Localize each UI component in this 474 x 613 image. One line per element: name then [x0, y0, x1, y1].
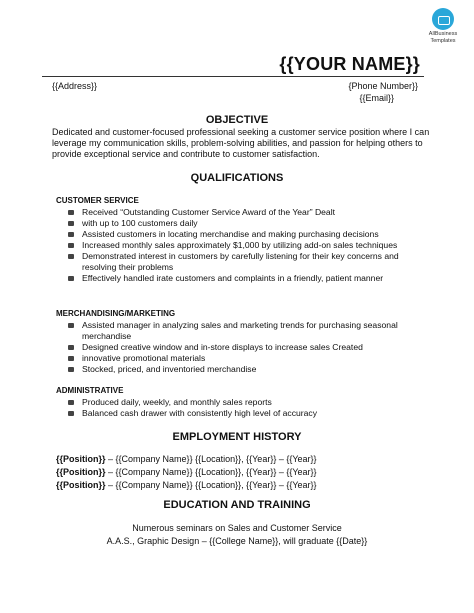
briefcase-icon: [432, 8, 454, 30]
list-item: Received “Outstanding Customer Service Award of the Year” Dealt: [68, 207, 408, 218]
employment-details: – {{Company Name}} {{Location}}, {{Year}} – {{Year}}: [105, 454, 317, 464]
bullet-icon: [68, 356, 74, 361]
bullet-icon: [68, 400, 74, 405]
bullet-icon: [68, 210, 74, 215]
merchandising-list: [68, 320, 408, 375]
list-item: innovative promotional materials: [68, 353, 408, 364]
bullet-icon: [68, 411, 74, 416]
customer-service-list: [68, 207, 408, 284]
bullet-icon: [68, 276, 74, 281]
employment-details: – {{Company Name}} {{Location}}, {{Year}} – {{Year}}: [105, 480, 317, 490]
customer-service-heading: CUSTOMER SERVICE: [56, 196, 139, 205]
employment-details: – {{Company Name}} {{Location}}, {{Year}} – {{Year}}: [105, 467, 317, 477]
list-item: with up to 100 customers daily: [68, 218, 408, 229]
bullet-icon: [68, 345, 74, 350]
employment-list: [56, 453, 317, 492]
merchandising-heading: MERCHANDISING/MARKETING: [56, 309, 176, 318]
list-item: Effectively handled irate customers and complaints in a friendly, patient manner: [68, 273, 408, 284]
header-divider: [42, 76, 424, 77]
administrative-list: [68, 397, 408, 419]
employment-entry: [56, 466, 317, 479]
resume-name: {{YOUR NAME}}: [279, 54, 420, 74]
bullet-icon: [68, 232, 74, 237]
list-item: Stocked, priced, and inventoried merchandise: [68, 364, 408, 375]
bullet-icon: [68, 367, 74, 372]
position: {{Position}}: [56, 480, 106, 490]
list-item: Balanced cash drawer with consistently high level of accuracy: [68, 408, 408, 419]
address: {{Address}}: [52, 81, 98, 91]
allbusiness-logo: [418, 8, 468, 44]
list-item: Produced daily, weekly, and monthly sales reports: [68, 397, 408, 408]
education-line-1: Numerous seminars on Sales and Customer Service: [132, 523, 342, 533]
position: {{Position}}: [56, 467, 106, 477]
qualifications-heading: QUALIFICATIONS: [190, 172, 284, 184]
logo-line1: AllBusiness: [428, 31, 458, 37]
list-item: Assisted manager in analyzing sales and marketing trends for purchasing seasonal merchandise: [68, 320, 408, 342]
objective-text: Dedicated and customer-focused professional seeking a customer service position where I can leverage my communication skills, problem-solving abilities, and passion for helping others to provide exceptional service and contribute to customer satisfaction.: [52, 127, 430, 159]
bullet-icon: [68, 221, 74, 226]
administrative-heading: ADMINISTRATIVE: [56, 386, 124, 395]
education-line-2: A.A.S., Graphic Design – {{College Name}}, will graduate {{Date}}: [106, 536, 368, 546]
employment-entry: [56, 479, 317, 492]
objective-heading: OBJECTIVE: [205, 114, 269, 126]
list-item: Designed creative window and in-store displays to increase sales Created: [68, 342, 408, 353]
phone-number: {Phone Number}}: [348, 81, 418, 91]
list-item: Demonstrated interest in customers by carefully listening for their key concerns and resolving their problems: [68, 251, 408, 273]
position: {{Position}}: [56, 454, 106, 464]
bullet-icon: [68, 323, 74, 328]
bullet-icon: [68, 254, 74, 259]
email: {{Email}}: [359, 93, 394, 103]
education-heading: EDUCATION AND TRAINING: [163, 499, 311, 511]
logo-line2: Templates: [430, 38, 456, 44]
bullet-icon: [68, 243, 74, 248]
employment-heading: EMPLOYMENT HISTORY: [172, 431, 302, 443]
list-item: Increased monthly sales approximately $1,000 by utilizing add-on sales techniques: [68, 240, 408, 251]
list-item: Assisted customers in locating merchandise and making purchasing decisions: [68, 229, 408, 240]
employment-entry: [56, 453, 317, 466]
